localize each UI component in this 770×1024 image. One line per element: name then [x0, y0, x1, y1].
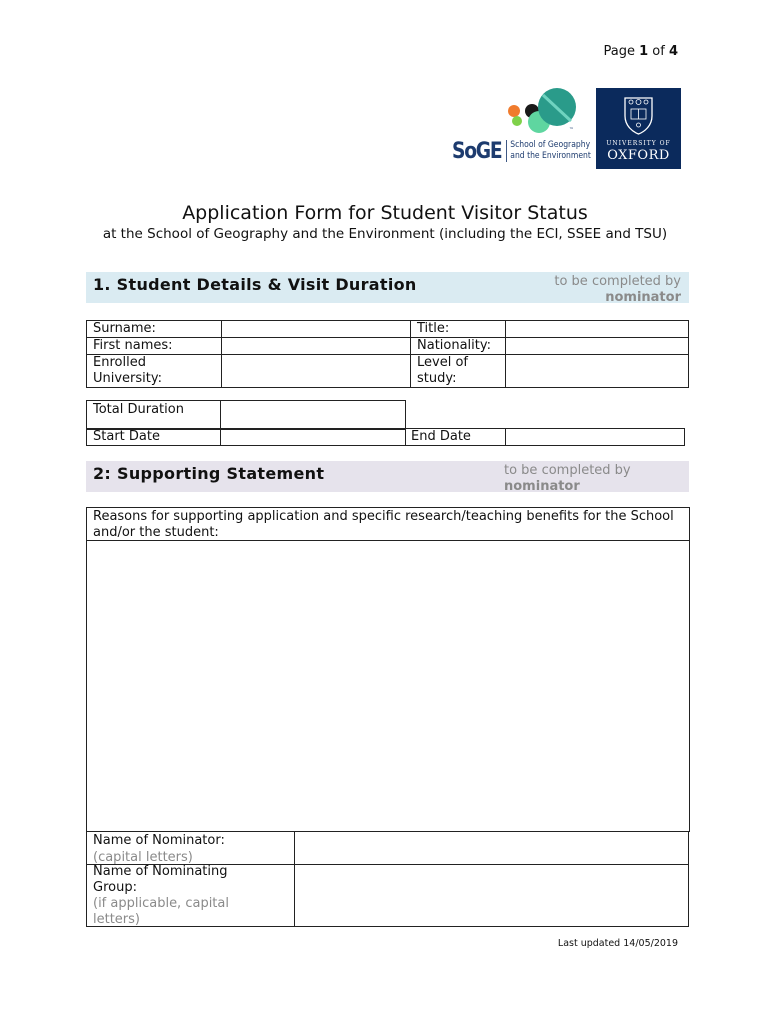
enrolled-university-label [87, 355, 222, 388]
last-updated: Last updated 14/05/2019 [557, 938, 678, 949]
title-input[interactable] [506, 321, 689, 338]
reasons-label: Reasons for supporting application and specific research/teaching benefits for the School and/or the student: [93, 509, 674, 540]
page-number [603, 44, 678, 59]
first-names-label: First names: [87, 338, 222, 355]
section-2-title: 2: Supporting Statement [93, 464, 325, 483]
end-date-input[interactable] [505, 428, 685, 446]
page-title: Application Form for Student Visitor Status [182, 202, 588, 224]
soge-logo-icon [505, 87, 580, 137]
enrolled-label-line2: University: [93, 371, 163, 386]
soge-wordmark: SoGE [452, 139, 502, 164]
group-label-line2: Group: [93, 880, 137, 895]
soge-sub-line1: School of Geography [510, 140, 591, 150]
reasons-label-cell [86, 507, 690, 541]
total-duration-label-cell [86, 400, 221, 430]
section-1-title: 1. Student Details & Visit Duration [93, 275, 417, 294]
oxford-logo [596, 88, 681, 169]
page-subtitle: at the School of Geography and the Environment (including the ECI, SSEE and TSU) [102, 226, 668, 242]
section-2-header [86, 461, 689, 492]
crest-icon [622, 94, 655, 136]
section-1-note-line1: to be completed by [554, 274, 681, 289]
section-1-note [554, 274, 681, 306]
section-1-note-line2: nominator [605, 290, 681, 305]
section-2-note [504, 463, 631, 495]
level-of-study-input[interactable] [506, 355, 689, 388]
section-2-note-line1: to be completed by [504, 463, 631, 478]
total-duration-label: Total Duration [93, 402, 184, 417]
section-2-note-line2: nominator [504, 479, 580, 494]
group-label-line1: Name of Nominating [93, 864, 228, 879]
surname-label: Surname: [87, 321, 222, 338]
level-label-line2: study: [417, 371, 457, 386]
start-date-label-cell [86, 428, 221, 446]
section-1-header [86, 272, 689, 303]
page-label: Page [603, 44, 635, 59]
page-total: 4 [668, 44, 678, 59]
nominator-hint: (capital letters) [93, 850, 193, 865]
nominating-group-label-cell [86, 863, 295, 927]
group-hint-line2: letters) [93, 912, 140, 927]
total-duration-input[interactable] [220, 400, 406, 430]
nominating-group-input[interactable] [293, 863, 689, 927]
soge-sub-line2: and the Environment [510, 151, 591, 161]
page-of: of [652, 44, 665, 59]
level-of-study-label [411, 355, 506, 388]
soge-subtitle [506, 140, 591, 162]
nationality-label: Nationality: [411, 338, 506, 355]
oxford-name-text: OXFORD [607, 148, 670, 163]
nominator-label-cell [86, 831, 295, 865]
first-names-input[interactable] [222, 338, 411, 355]
surname-input[interactable] [222, 321, 411, 338]
nominator-input[interactable] [293, 831, 689, 865]
reasons-textarea[interactable] [86, 540, 690, 832]
start-date-label: Start Date [93, 429, 160, 444]
enrolled-university-input[interactable] [222, 355, 411, 388]
nationality-input[interactable] [506, 338, 689, 355]
title-label: Title: [411, 321, 506, 338]
nominator-label: Name of Nominator: [93, 833, 225, 848]
svg-text:™: ™ [569, 127, 574, 133]
group-hint-line1: (if applicable, capital [93, 896, 229, 911]
level-label-line1: Level of [417, 355, 468, 370]
oxford-university-text: UNIVERSITY OF [606, 140, 671, 147]
student-details-table [86, 320, 689, 388]
enrolled-label-line1: Enrolled [93, 355, 146, 370]
end-date-label: End Date [411, 429, 471, 444]
page-current: 1 [639, 44, 649, 59]
end-date-label-cell [405, 428, 505, 446]
start-date-input[interactable] [220, 428, 406, 446]
